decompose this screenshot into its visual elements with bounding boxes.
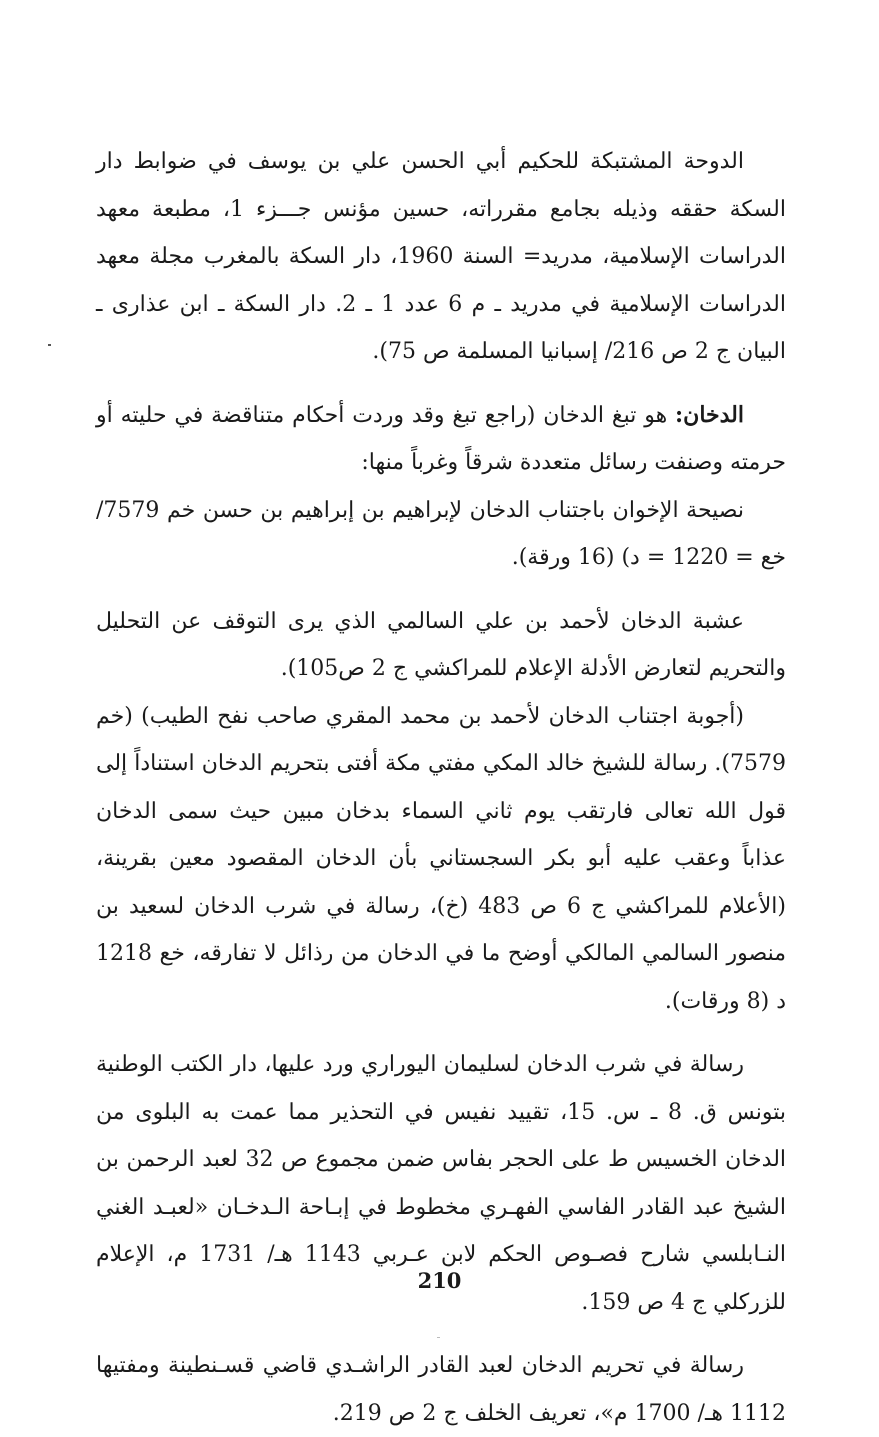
- paragraph-ajwibat-ijtinab: [96, 693, 786, 1026]
- paragraph-dar-al-sikka-reference: [96, 138, 786, 376]
- paragraph-text: رسالة في تحريم الدخان لعبد القادر الراشـدي قاضي قسـنطينة ومفتيها 1112 هـ/ 1700 م»، تعريف الخلف ج 2 ص 219.: [96, 1353, 786, 1426]
- paragraph-text: نصيحة الإخوان باجتناب الدخان لإبراهيم بن إبراهيم بن حسن خم 7579/ خع = 1220 = د) (16 ورقة).: [96, 497, 786, 570]
- entry-term: الدخان:: [675, 401, 744, 428]
- paragraph-text: رسالة في شرب الدخان لسليمان اليوراري ورد عليها، دار الكتب الوطنية بتونس ق. 8 ـ س. 15، تقييد نفيس في التحذير مما عمت به البلوى من الدخان الخسيس ط على الحجر بفاس ضمن مجموع ص 32 لعبد الرحمن بن الشيخ عبد القادر الفاسي الفهـري مخطوط في إبـاحة الـدخـان «لعبـد الغني النـابلسي شارح فصـوص الحكم لابن عـربي 1143 هـ/ 1731 م، الإعلام للزركلي ج 4 ص 159.: [96, 1052, 787, 1315]
- paragraph-nasihat-al-ikhwan: [96, 487, 786, 582]
- paragraph-text: عشبة الدخان لأحمد بن علي السالمي الذي يرى التوقف عن التحليل والتحريم لتعارض الأدلة الإعلام للمراكشي ج 2 ص105).: [96, 608, 786, 681]
- paragraph-dukhan-entry: [96, 392, 786, 487]
- paragraph-text: هو تبغ الدخان (راجع تبغ وقد وردت أحكام متناقضة في حليته أو حرمته وصنفت رسائل متعددة شرقاً وغرباً منها:: [96, 402, 786, 475]
- footer-mark: [437, 1337, 440, 1338]
- paragraph-ushbat-al-dukhan: [96, 598, 786, 693]
- paragraph-risala-rashidi: [96, 1342, 786, 1437]
- paragraph-text: (أجوبة اجتناب الدخان لأحمد بن محمد المقري صاحب نفح الطيب) (خم 7579). رسالة للشيخ خالد المكي مفتي مكة أفتى بتحريم الدخان استناداً إلى قول الله تعالى فارتقب يوم ثاني السماء بدخان مبين حيث سمى الدخان عذاباً وعقب عليه أبو بكر السجستاني بأن الدخان المقصود معين بقرينة، (الأعلام للمراكشي ج 6 ص 483 (خ)، رسالة في شرب الدخان لسعيد بن منصور السالمي المالكي أوضح ما في الدخان من رذائل لا تفارقه، خع 1218 د (8 ورقات).: [96, 703, 786, 1014]
- page-number: 210: [417, 1268, 462, 1293]
- paragraph-text: الدوحة المشتبكة للحكيم أبي الحسن علي بن يوسف في ضوابط دار السكة حققه وذيله بجامع مقرراته، حسين مؤنس جـــزء 1، مطبعة معهد الدراسات الإسلامية، مدريد= السنة 1960، دار السكة بالمغرب مجلة معهد الدراسات الإسلامية في مدريد ـ م 6 عدد 1 ـ 2. دار السكة ـ ابن عذارى ـ البيان ج 2 ص 216/ إسبانيا المسلمة ص 75).: [96, 149, 786, 364]
- body-text: [96, 138, 786, 1437]
- margin-mark: [48, 344, 51, 346]
